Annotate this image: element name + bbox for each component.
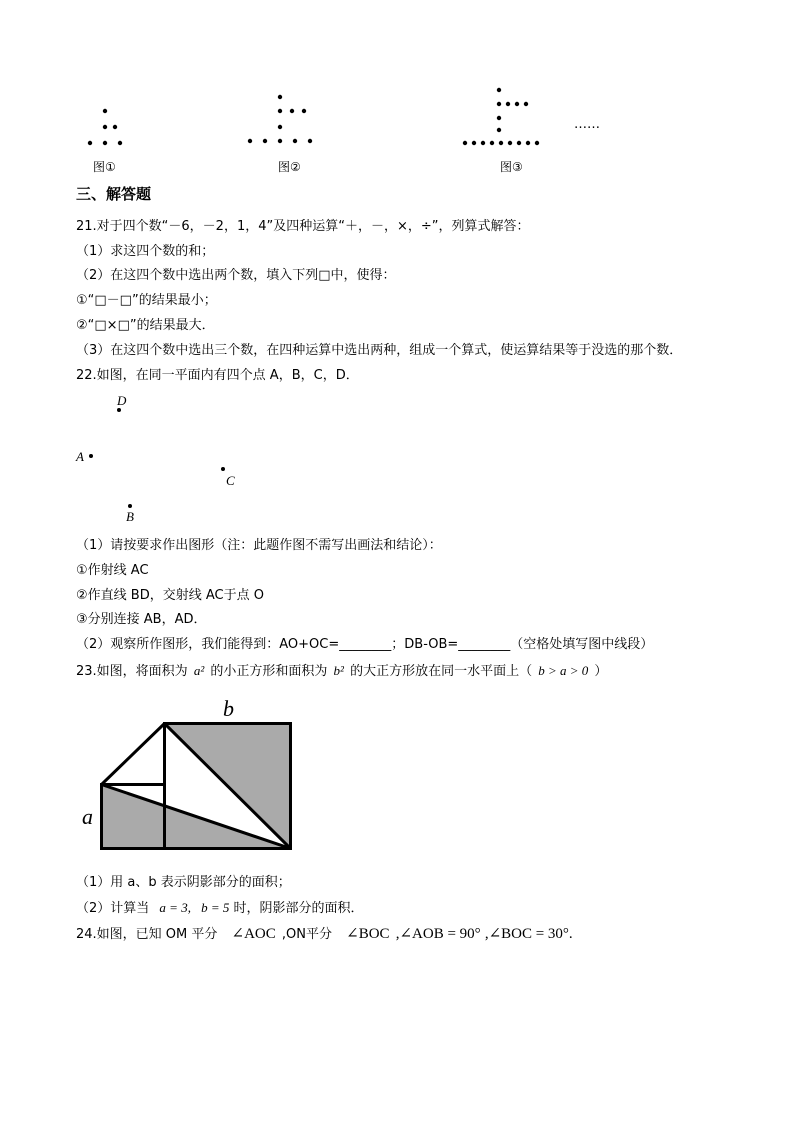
q21-part2: （2）在这四个数中选出两个数，填入下列□中，使得： [76, 268, 396, 283]
dot [88, 141, 92, 145]
figure-1-label: 图① [93, 160, 116, 174]
q24-stem-pre: 24.如图，已知 OM 平分 [76, 927, 218, 942]
dot-figure-1 [88, 109, 122, 145]
q24-mid: ,ON平分 [281, 927, 333, 942]
q21-part1: （1）求这四个数的和； [76, 244, 215, 259]
q24-cond-aob: ,∠AOB = 90° [395, 926, 481, 942]
dot-figure-3 [463, 88, 539, 145]
point-A-dot [89, 454, 93, 458]
point-B-label: B [126, 509, 134, 524]
dot [113, 125, 117, 129]
dot [103, 141, 107, 145]
dot [508, 141, 512, 145]
q22-part1a: ①作射线 AC [76, 563, 149, 578]
q23-condition: b > a > 0 [538, 663, 589, 678]
dot [515, 102, 519, 106]
q23-part2-b: b = 5 [201, 900, 230, 915]
q23-stem-mid: 的小正方形和面积为 [210, 664, 328, 679]
dot [463, 141, 467, 145]
dot [308, 139, 312, 143]
dot [103, 109, 107, 113]
q21-part2b: ②“□×□”的结果最大． [76, 318, 215, 333]
q23-stem-close: ） [594, 664, 608, 679]
q22-stem: 22.如图，在同一平面内有四个点 A，B，C，D． [76, 368, 359, 383]
point-D-label: D [117, 393, 127, 408]
q22-part1c: ③分别连接 AB，AD． [76, 612, 207, 627]
q23-stem-pre: 23.如图，将面积为 [76, 664, 188, 679]
dot [497, 128, 501, 132]
label-a: a [82, 804, 93, 829]
q23-area-big: b² [333, 663, 344, 678]
dot [526, 141, 530, 145]
q24-angle-boc: ∠BOC [346, 926, 390, 942]
q22-part1b: ②作直线 BD，交射线 AC于点 O [76, 588, 264, 603]
q22-part1: （1）请按要求作出图形（注：此题作图不需写出画法和结论）： [76, 538, 442, 553]
dot [497, 88, 501, 92]
q23-part2-a: a = 3, [159, 900, 191, 915]
q23-stem [76, 663, 607, 680]
figure-2-label: 图② [278, 160, 301, 174]
dot [535, 141, 539, 145]
q22-point-figure [70, 388, 270, 528]
point-C-label: C [226, 473, 235, 488]
dot [506, 102, 510, 106]
q22-part2: （2）观察所作图形，我们能得到：AO+OC=________；DB-OB=________（空格处填写图中线段） [76, 637, 654, 652]
q24-cond-boc: ,∠BOC = 30°. [484, 926, 573, 942]
q23-squares-figure [100, 722, 300, 882]
q23-area-small: a² [193, 663, 205, 678]
q23-stem-post: 的大正方形放在同一水平面上（ [350, 664, 533, 679]
q21-part2a: ①“□－□”的结果最小； [76, 293, 217, 308]
dot [497, 102, 501, 106]
dot [103, 125, 107, 129]
point-A-label: A [76, 449, 84, 464]
figure-3-label: 图③ [500, 160, 523, 174]
section-title: 三、解答题 [76, 185, 152, 203]
dot [524, 102, 528, 106]
dot [481, 141, 485, 145]
dot-figure-2 [248, 95, 312, 143]
dot [118, 141, 122, 145]
dot [278, 125, 282, 129]
dot [278, 95, 282, 99]
q23-part2 [76, 900, 364, 917]
q24-angle-aoc: ∠AOC [231, 926, 276, 942]
dot [517, 141, 521, 145]
q21-part3: （3）在这四个数中选出三个数，在四种运算中选出两种，组成一个算式，使运算结果等于没选的那个数． [76, 343, 683, 358]
q21-stem: 21.对于四个数“－6，－2，1，4”及四种运算“＋，－，×，÷”，列算式解答： [76, 219, 530, 234]
q23-part2-pre: （2）计算当 [76, 901, 150, 916]
q23-part2-post: 时，阴影部分的面积． [233, 901, 364, 916]
dot [293, 139, 297, 143]
label-b: b [223, 696, 234, 721]
point-B-dot [128, 504, 132, 508]
dot [248, 139, 252, 143]
q24-stem [76, 926, 573, 943]
dot [472, 141, 476, 145]
dot [490, 141, 494, 145]
dot [278, 109, 282, 113]
dot [302, 109, 306, 113]
q23-part1: （1）用 a、b 表示阴影部分的面积； [76, 875, 291, 890]
dot [278, 139, 282, 143]
ellipsis: …… [574, 117, 600, 132]
dot-pattern-figures [0, 0, 794, 160]
dot [499, 141, 503, 145]
dot [290, 109, 294, 113]
point-C-dot [221, 467, 225, 471]
dot [263, 139, 267, 143]
dot [497, 116, 501, 120]
